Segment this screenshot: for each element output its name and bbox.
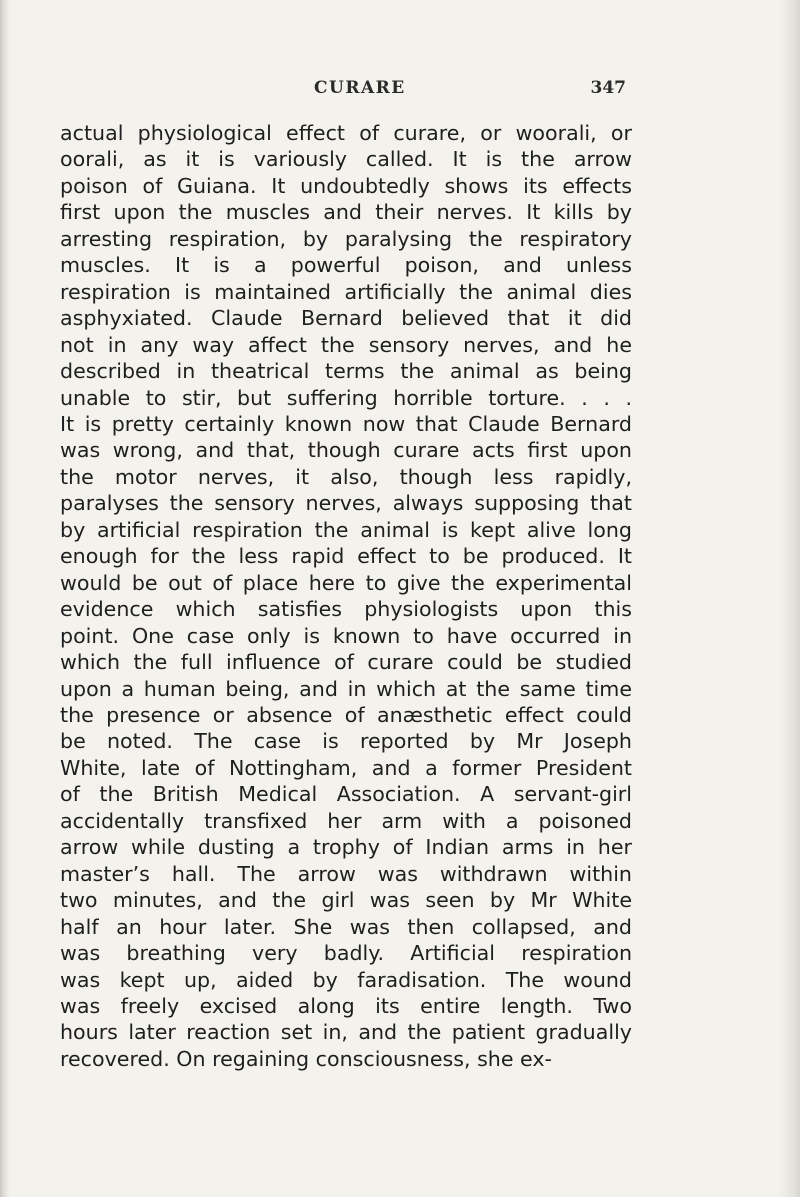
page-number: 347 <box>590 78 626 98</box>
text-line: be noted. The case is reported by Mr Joseph <box>60 729 632 754</box>
text-line: respiration is maintained artificially the animal dies <box>60 279 632 304</box>
body-text <box>60 120 632 1072</box>
text-line: was kept up, aided by faradisation. The wound <box>60 967 632 992</box>
text-line: the presence or absence of anæsthetic effect could <box>60 702 632 727</box>
text-line: first upon the muscles and their nerves. It kills by <box>60 200 632 225</box>
text-line: arrow while dusting a trophy of Indian arms in her <box>60 835 632 860</box>
text-line: unable to stir, but suffering horrible torture. . . . <box>60 385 632 410</box>
page-right-edge-shadow <box>778 0 800 1197</box>
text-line: described in theatrical terms the animal as being <box>60 359 632 384</box>
text-line: was freely excised along its entire length. Two <box>60 993 632 1018</box>
running-header <box>60 76 626 104</box>
text-line: recovered. On regaining consciousness, she ex- <box>60 1046 552 1071</box>
text-line: would be out of place here to give the experimental <box>60 570 632 595</box>
text-line: oorali, as it is variously called. It is the arrow <box>60 147 632 172</box>
text-line: which the full influence of curare could be studied <box>60 650 632 675</box>
text-line: enough for the less rapid effect to be produced. It <box>60 544 632 569</box>
text-line: poison of Guiana. It undoubtedly shows its effects <box>60 173 632 198</box>
text-line: by artificial respiration the animal is kept alive long <box>60 517 632 542</box>
text-line: upon a human being, and in which at the same time <box>60 676 632 701</box>
text-line: arresting respiration, by paralysing the respiratory <box>60 226 632 251</box>
text-line: not in any way affect the sensory nerves, and he <box>60 332 632 357</box>
text-line: master’s hall. The arrow was withdrawn within <box>60 861 632 886</box>
text-line: accidentally transfixed her arm with a poisoned <box>60 808 632 833</box>
text-line: half an hour later. She was then collapsed, and <box>60 914 632 939</box>
text-line: hours later reaction set in, and the patient gradually <box>60 1020 632 1045</box>
text-line: actual physiological effect of curare, or woorali, or <box>60 121 632 145</box>
text-line: White, late of Nottingham, and a former President <box>60 755 632 780</box>
text-line: evidence which satisfies physiologists upon this <box>60 597 632 622</box>
text-line: muscles. It is a powerful poison, and unless <box>60 253 632 278</box>
text-line: asphyxiated. Claude Bernard believed that it did <box>60 306 632 331</box>
running-title: CURARE <box>314 78 406 98</box>
text-line: was breathing very badly. Artificial respiration <box>60 941 632 966</box>
text-line: of the British Medical Association. A servant-girl <box>60 782 632 807</box>
text-line: paralyses the sensory nerves, always supposing that <box>60 491 632 516</box>
text-line: two minutes, and the girl was seen by Mr White <box>60 888 632 913</box>
text-line: point. One case only is known to have occurred in <box>60 623 632 648</box>
text-line: It is pretty certainly known now that Claude Bernard <box>60 411 632 436</box>
text-line: was wrong, and that, though curare acts first upon <box>60 438 632 463</box>
text-line: the motor nerves, it also, though less rapidly, <box>60 464 632 489</box>
page-left-edge-shadow <box>0 0 10 1197</box>
